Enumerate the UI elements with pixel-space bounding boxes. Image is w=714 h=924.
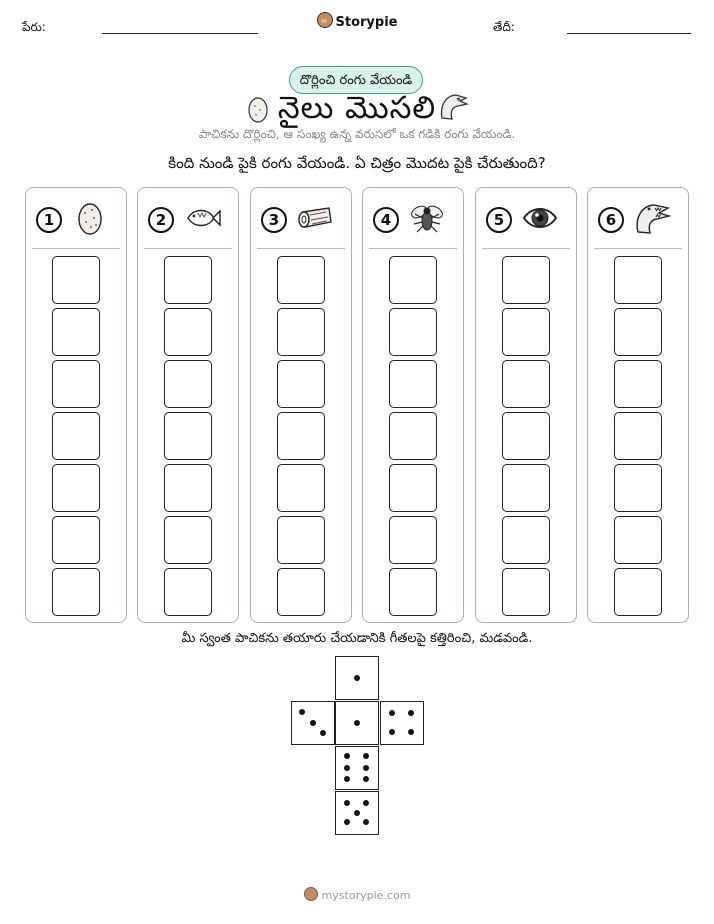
fly-icon <box>407 200 447 236</box>
color-box[interactable] <box>389 568 437 616</box>
color-box[interactable] <box>164 516 212 564</box>
color-box[interactable] <box>52 308 100 356</box>
die-pip <box>363 753 369 759</box>
color-box[interactable] <box>389 256 437 304</box>
die-pip <box>354 675 360 681</box>
column-2 <box>137 187 239 623</box>
die-pip <box>363 819 369 825</box>
title-crocodile-icon <box>436 90 470 128</box>
die-pip <box>344 753 350 759</box>
die-pip <box>344 765 350 771</box>
color-box[interactable] <box>52 464 100 512</box>
color-box[interactable] <box>164 568 212 616</box>
color-box[interactable] <box>52 256 100 304</box>
die-pip <box>344 819 350 825</box>
column-divider <box>369 248 457 249</box>
color-box[interactable] <box>277 464 325 512</box>
die-pip <box>354 810 360 816</box>
die-face-4 <box>380 701 424 745</box>
column-number: 5 <box>486 207 512 233</box>
color-box[interactable] <box>277 256 325 304</box>
crocodile-icon <box>632 200 672 236</box>
die-pip <box>320 730 326 736</box>
color-box[interactable] <box>614 360 662 408</box>
color-box[interactable] <box>277 308 325 356</box>
subtitle: పాచికను దొర్లించి, ఆ సంఖ్య ఉన్న వరుసలో ఒక గడికి రంగు వేయండి. <box>198 127 516 141</box>
color-box[interactable] <box>389 464 437 512</box>
egg-icon <box>70 200 110 236</box>
die-pip <box>310 720 316 726</box>
fish-icon <box>182 200 222 236</box>
color-box[interactable] <box>614 256 662 304</box>
die-pip <box>363 776 369 782</box>
die-face-1 <box>335 701 379 745</box>
color-box[interactable] <box>277 412 325 460</box>
bear-footer-icon <box>304 887 318 901</box>
cut-instruction: మీ స్వంత పాచికను తయారు చేయడానికి గీతలపై కత్తిరించి, మడవండి. <box>181 631 533 646</box>
column-number: 1 <box>36 207 62 233</box>
die-face-3 <box>291 701 335 745</box>
column-number: 2 <box>148 207 174 233</box>
color-box[interactable] <box>389 412 437 460</box>
footer-url: mystorypie.com <box>321 889 411 902</box>
die-pip <box>389 710 395 716</box>
color-box[interactable] <box>614 412 662 460</box>
color-box[interactable] <box>164 308 212 356</box>
color-box[interactable] <box>502 568 550 616</box>
die-face-6 <box>335 746 379 790</box>
color-box[interactable] <box>389 308 437 356</box>
column-divider <box>144 248 232 249</box>
color-box[interactable] <box>502 464 550 512</box>
date-line[interactable] <box>567 33 691 34</box>
page-title: నైలు మొసలి <box>277 90 437 126</box>
column-divider <box>32 248 120 249</box>
color-box[interactable] <box>502 256 550 304</box>
log-icon <box>295 200 335 236</box>
column-number: 6 <box>598 207 624 233</box>
column-number: 4 <box>373 207 399 233</box>
color-box[interactable] <box>502 516 550 564</box>
die-pip <box>408 729 414 735</box>
name-line[interactable] <box>102 33 258 34</box>
column-divider <box>257 248 345 249</box>
date-label: తేదీ: <box>493 20 515 34</box>
die-pip <box>344 776 350 782</box>
color-box[interactable] <box>502 308 550 356</box>
color-box[interactable] <box>164 464 212 512</box>
eye-icon <box>520 200 560 236</box>
column-divider <box>594 248 682 249</box>
color-box[interactable] <box>614 516 662 564</box>
color-box[interactable] <box>614 568 662 616</box>
color-box[interactable] <box>52 412 100 460</box>
color-box[interactable] <box>277 568 325 616</box>
die-pip <box>363 800 369 806</box>
die-pip <box>363 765 369 771</box>
die-face-5 <box>335 791 379 835</box>
instruction: కింది నుండి పైకి రంగు వేయండి. ఏ చిత్రం మొదట పైకి చేరుతుంది? <box>168 154 546 172</box>
die-face-1 <box>335 656 379 700</box>
color-box[interactable] <box>52 568 100 616</box>
column-divider <box>482 248 570 249</box>
color-box[interactable] <box>614 308 662 356</box>
die-pip <box>389 729 395 735</box>
activity-pill: దొర్లించి రంగు వేయండి <box>289 66 423 94</box>
brand-name: Storypie <box>335 15 398 30</box>
color-box[interactable] <box>502 412 550 460</box>
color-box[interactable] <box>502 360 550 408</box>
name-label: పేరు: <box>22 20 46 34</box>
color-box[interactable] <box>277 360 325 408</box>
die-pip <box>354 720 360 726</box>
color-box[interactable] <box>164 412 212 460</box>
column-4 <box>362 187 464 623</box>
column-5 <box>475 187 577 623</box>
column-3 <box>250 187 352 623</box>
color-box[interactable] <box>164 360 212 408</box>
color-box[interactable] <box>614 464 662 512</box>
color-box[interactable] <box>52 516 100 564</box>
footer <box>0 887 714 902</box>
die-pip <box>299 709 305 715</box>
die-pip <box>408 710 414 716</box>
color-box[interactable] <box>277 516 325 564</box>
brand-logo <box>0 12 714 30</box>
column-6 <box>587 187 689 623</box>
column-1 <box>25 187 127 623</box>
color-box[interactable] <box>52 360 100 408</box>
bear-logo-icon <box>317 12 333 28</box>
color-box[interactable] <box>389 516 437 564</box>
die-pip <box>344 800 350 806</box>
color-box[interactable] <box>389 360 437 408</box>
color-box[interactable] <box>164 256 212 304</box>
column-number: 3 <box>261 207 287 233</box>
